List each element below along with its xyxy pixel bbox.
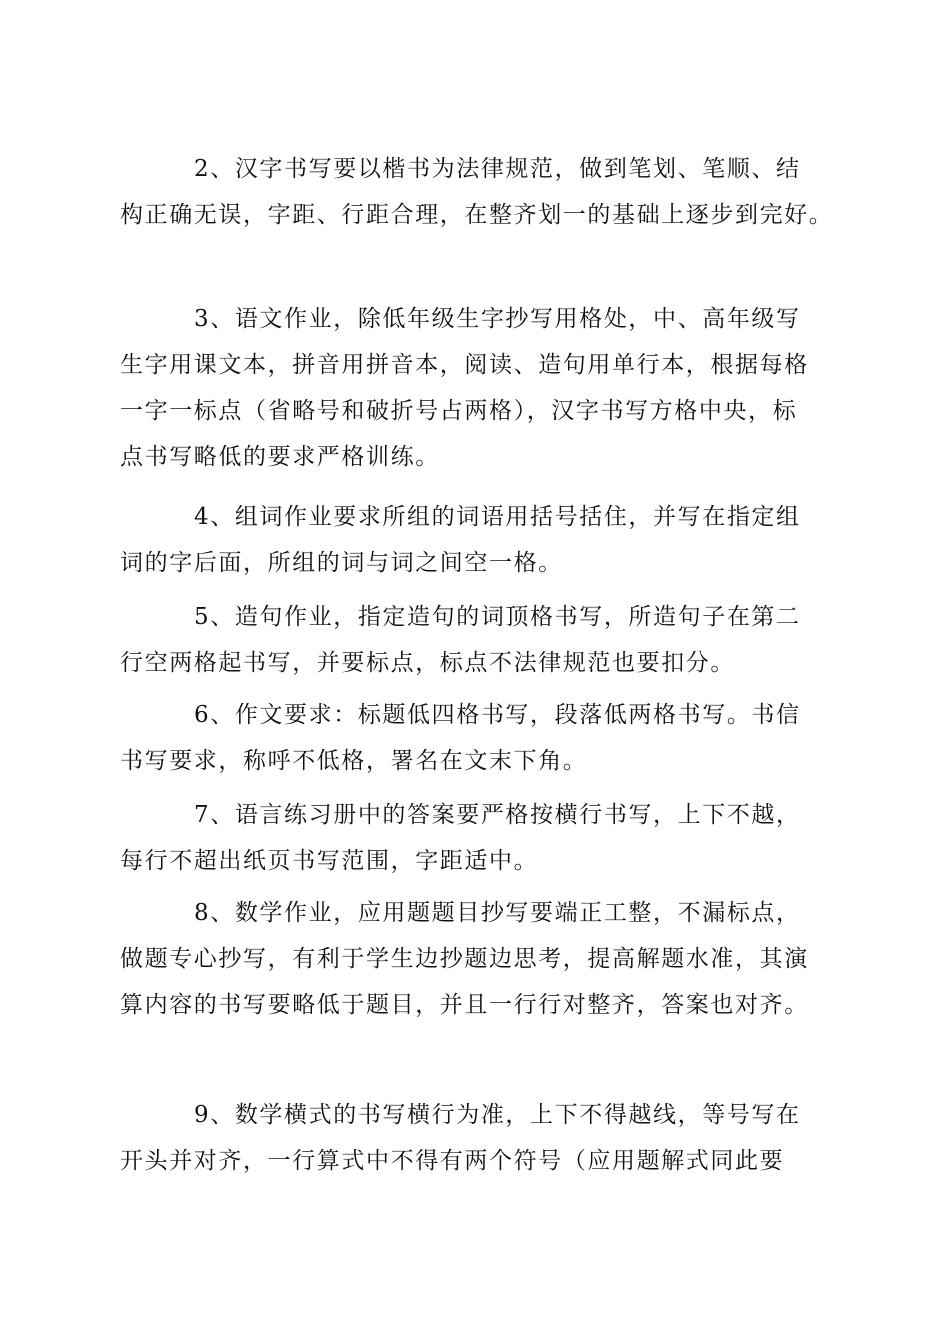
- paragraph-9: [120, 1092, 840, 1184]
- paragraph-2: [120, 146, 840, 238]
- paragraph-3: [120, 296, 840, 480]
- paragraph-line: 7、语言练习册中的答案要严格按横行书写，上下不越，: [194, 802, 801, 828]
- paragraph-line: 生字用课文本，拼音用拼音本，阅读、造句用单行本，根据每格: [120, 352, 809, 378]
- paragraph-7: [120, 792, 840, 884]
- paragraph-line: 点书写略低的要求严格训练。: [120, 444, 440, 470]
- paragraph-line: 做题专心抄写，有利于学生边抄题边思考，提高解题水准，其演: [120, 946, 809, 972]
- paragraph-6: [120, 692, 840, 784]
- paragraph-8: [120, 890, 840, 1028]
- paragraph-line: 3、语文作业，除低年级生字抄写用格处，中、高年级写: [194, 306, 801, 332]
- paragraph-5: [120, 594, 840, 686]
- paragraph-line: 2、汉字书写要以楷书为法律规范，做到笔划、笔顺、结: [194, 156, 801, 182]
- paragraph-line: 书写要求，称呼不低格，署名在文末下角。: [120, 748, 588, 774]
- paragraph-line: 词的字后面，所组的词与词之间空一格。: [120, 550, 563, 576]
- paragraph-line: 9、数学横式的书写横行为准，上下不得越线，等号写在: [194, 1102, 801, 1128]
- paragraph-line: 行空两格起书写，并要标点，标点不法律规范也要扣分。: [120, 650, 735, 676]
- paragraph-line: 4、组词作业要求所组的词语用括号括住，并写在指定组: [194, 504, 801, 530]
- paragraph-line: 8、数学作业，应用题题目抄写要端正工整，不漏标点，: [194, 900, 801, 926]
- paragraph-4: [120, 494, 840, 586]
- paragraph-line: 5、造句作业，指定造句的词顶格书写，所造句子在第二: [194, 604, 801, 630]
- paragraph-line: 每行不超出纸页书写范围，字距适中。: [120, 848, 539, 874]
- paragraph-line: 算内容的书写要略低于题目，并且一行行对整齐，答案也对齐。: [120, 992, 809, 1018]
- paragraph-line: 一字一标点（省略号和破折号占两格），汉字书写方格中央，标: [120, 398, 798, 424]
- paragraph-line: 6、作文要求：标题低四格书写，段落低两格书写。书信: [194, 702, 801, 728]
- paragraph-line: 构正确无误，字距、行距合理，在整齐划一的基础上逐步到完好。: [120, 202, 834, 228]
- paragraph-line: 开头并对齐，一行算式中不得有两个符号（应用题解式同此要: [120, 1148, 785, 1174]
